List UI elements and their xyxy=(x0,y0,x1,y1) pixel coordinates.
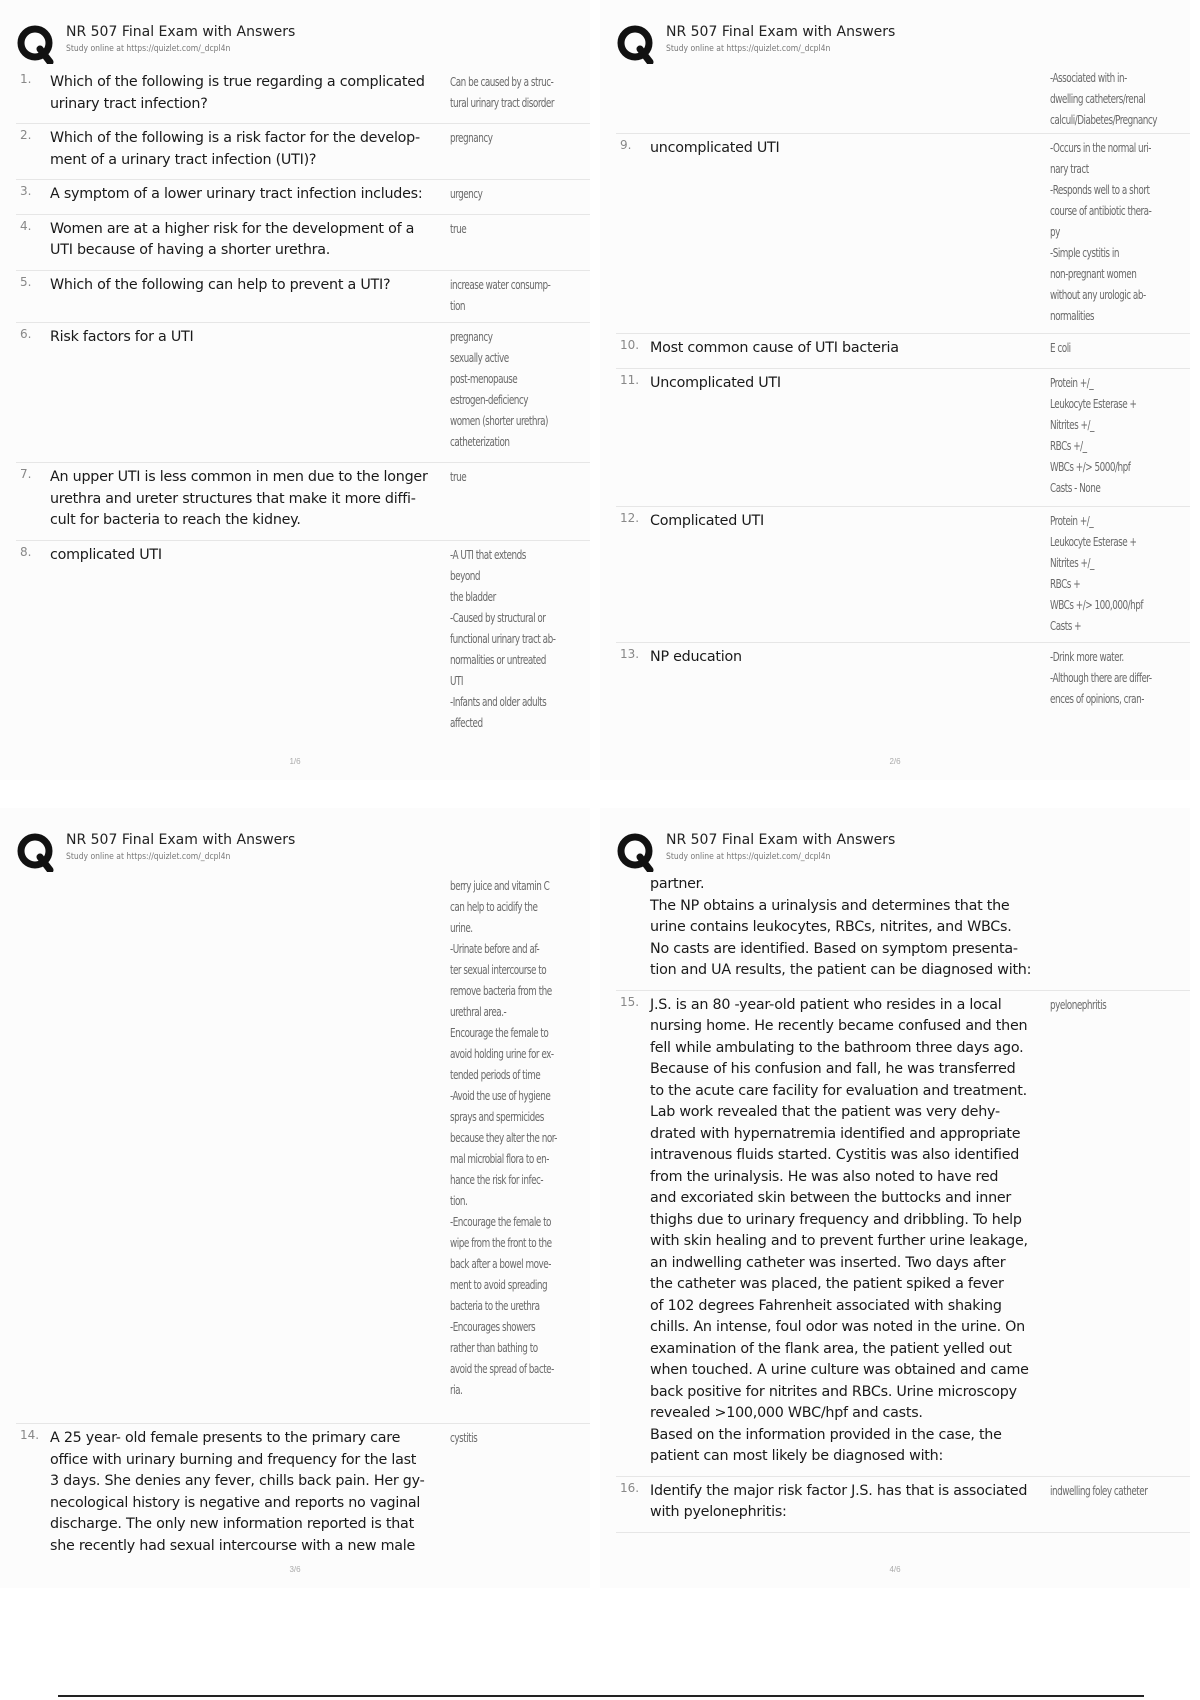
page-1 xyxy=(0,0,590,780)
quizlet-logo-icon xyxy=(616,832,656,872)
question-text: J.S. is an 80 -year-old patient who resides in a local nursing home. He recently became confused and then fell while ambulating to the bathroom three days ago. Because of his confusion and fall, he was transferred to the acute care facility for evaluation and treatment. Lab work revealed that the patient was very dehy- drated with hypernatremia identified and appropriate intravenous fluids started. Cystitis was also identified from the urinalysis. He was also noted to have red and excoriated skin between the buttocks and inner thighs due to urinary frequency and dribbling. To help with skin healing and to prevent further urine leakage, an indwelling catheter was inserted. Two days after the catheter was placed, the patient spiked a fever of 102 degrees Fahrenheit associated with shaking chills. An intense, foul odor was noted in the urine. On examination of the flank area, the patient yelled out when touched. A urine culture was obtained and came back positive for nitrites and RBCs. Urine microscopy revealed >100,000 WBC/hpf and casts. Based on the information provided in the case, the patient can most likely be diagnosed with: xyxy=(650,996,1029,1464)
question-number: 10. xyxy=(620,338,640,352)
qa-list xyxy=(616,870,1190,1533)
qa-row xyxy=(16,1424,590,1565)
question-text: complicated UTI xyxy=(50,546,162,563)
qa-list xyxy=(16,876,590,1565)
answer-text: urgency xyxy=(450,187,483,201)
question-text: Risk factors for a UTI xyxy=(50,329,194,345)
question-text: Which of the following is true regarding a complicated urinary tract infection? xyxy=(50,74,425,112)
doc-subtitle: Study online at https://quizlet.com/_dcpl4n xyxy=(666,44,831,54)
qa-row xyxy=(16,463,590,541)
answer-text: -Occurs in the normal uri- nary tract -Responds well to a short course of antibiotic thera- py -Simple cystitis in non-pregnant women without any urologic ab- normalities xyxy=(1050,141,1152,323)
answer-text: cystitis xyxy=(450,1431,478,1445)
qa-row xyxy=(616,507,1190,643)
qa-list xyxy=(616,68,1190,723)
question-text: uncomplicated UTI xyxy=(650,140,780,156)
answer-text: pyelonephritis xyxy=(1050,997,1107,1012)
answer-text: Protein +/_ Leukocyte Esterase + Nitrites +/_ RBCs +/_ WBCs +/> 5000/hpf Casts - None xyxy=(1050,375,1137,495)
question-text: A 25 year- old female presents to the primary care office with urinary burning and frequency for the last 3 days. She denies any fever, chills back pain. Her gy- necological history is negative and reports no vaginal discharge. The only new information reported is that she recently had sexual intercourse with a new male xyxy=(50,1430,425,1554)
question-number: 15. xyxy=(620,994,640,1009)
bottom-rule xyxy=(58,1695,1144,1697)
question-number: 8. xyxy=(20,544,32,559)
page-header xyxy=(616,20,1176,64)
doc-subtitle: Study online at https://quizlet.com/_dcpl4n xyxy=(666,852,831,862)
answer-text: increase water consump- tion xyxy=(450,277,551,313)
answer-continuation: -Associated with in- dwelling catheters/renal calculi/Diabetes/Pregnancy xyxy=(1050,71,1158,127)
doc-title: NR 507 Final Exam with Answers xyxy=(666,24,896,40)
question-text: Uncomplicated UTI xyxy=(650,374,781,391)
question-number: 14. xyxy=(20,1428,40,1442)
doc-subtitle: Study online at https://quizlet.com/_dcpl4n xyxy=(66,852,231,862)
question-number: 9. xyxy=(620,138,632,152)
question-number: 12. xyxy=(620,510,640,525)
question-text: Most common cause of UTI bacteria xyxy=(650,340,899,356)
page-number: 4/6 xyxy=(889,1565,901,1574)
qa-row xyxy=(616,134,1190,334)
qa-list xyxy=(16,68,590,730)
question-number: 4. xyxy=(20,218,32,233)
qa-row xyxy=(16,323,590,463)
question-number: 13. xyxy=(620,646,640,661)
qa-row-continued xyxy=(16,876,590,1424)
page-header xyxy=(616,828,1176,872)
qa-row xyxy=(16,124,590,180)
question-number: 16. xyxy=(620,1480,640,1495)
qa-row xyxy=(16,180,590,215)
page-header xyxy=(16,828,576,872)
qa-row xyxy=(616,334,1190,369)
page-4 xyxy=(600,808,1190,1588)
question-number: 2. xyxy=(20,128,32,142)
answer-text: Protein +/_ Leukocyte Esterase + Nitrites +/_ RBCs + WBCs +/> 100,000/hpf Casts + xyxy=(1050,513,1143,633)
page-header xyxy=(16,20,576,64)
quizlet-logo-icon xyxy=(16,24,56,64)
page-3 xyxy=(0,808,590,1588)
qa-row xyxy=(616,1477,1190,1533)
answer-text: E coli xyxy=(1050,341,1071,355)
qa-row xyxy=(616,643,1190,723)
qa-row-continued xyxy=(616,68,1190,134)
answer-text: pregnancy sexually active post-menopause estrogen-deficiency women (shorter urethra) catheterization xyxy=(450,330,549,449)
question-number: 1. xyxy=(20,72,32,86)
question-text: NP education xyxy=(650,648,742,665)
doc-title: NR 507 Final Exam with Answers xyxy=(666,832,896,848)
answer-continuation: berry juice and vitamin C can help to acidify the urine. -Urinate before and af- ter sexual intercourse to remove bacteria from the urethral area.- Encourage the female to avoid holding urine for ex- tended periods of time -Avoid the use of hygiene sprays and spermicides because they alter the nor- mal microbial flora to en- hance the risk for infec- tion. -Encourage the female to wipe from the front to the back after a bowel move- ment to avoid spreading bacteria to the urethra -Encourages showers rather than bathing to avoid the spread of bacte- ria. xyxy=(450,879,557,1397)
question-text: Identify the major risk factor J.S. has that is associated with pyelonephritis: xyxy=(650,1482,1028,1520)
answer-text: -Drink more water. -Although there are differ- ences of opinions, cran- xyxy=(1050,649,1152,706)
question-continuation: partner. The NP obtains a urinalysis and determines that the urine contains leukocytes, RBCs, nitrites, and WBCs. No casts are identified. Based on symptom presenta- tion and UA results, the patient can be diagnosed with: xyxy=(650,876,1032,978)
qa-row xyxy=(616,991,1190,1477)
question-text: Which of the following is a risk factor for the develop- ment of a urinary tract infection (UTI)? xyxy=(50,130,420,168)
page-2 xyxy=(600,0,1190,780)
question-text: Complicated UTI xyxy=(650,512,764,529)
qa-row xyxy=(16,541,590,730)
page-number: 2/6 xyxy=(889,757,901,766)
qa-row xyxy=(16,215,590,271)
doc-subtitle: Study online at https://quizlet.com/_dcpl4n xyxy=(66,44,231,54)
doc-title: NR 507 Final Exam with Answers xyxy=(66,832,296,848)
answer-text: Can be caused by a struc- tural urinary tract disorder xyxy=(450,75,555,110)
quizlet-logo-icon xyxy=(616,24,656,64)
question-number: 5. xyxy=(20,274,32,289)
question-text: A symptom of a lower urinary tract infection includes: xyxy=(50,186,423,202)
qa-row-continued xyxy=(616,870,1190,991)
answer-text: pregnancy xyxy=(450,131,493,145)
question-text: Women are at a higher risk for the development of a UTI because of having a shorter urethra. xyxy=(50,220,415,258)
question-text: An upper UTI is less common in men due to the longer urethra and ureter structures that make it more diffi- cult for bacteria to reach the kidney. xyxy=(50,469,428,528)
page-number: 3/6 xyxy=(289,1565,301,1574)
question-number: 11. xyxy=(620,372,640,387)
doc-title: NR 507 Final Exam with Answers xyxy=(66,24,296,40)
question-number: 3. xyxy=(20,184,32,198)
answer-text: -A UTI that extends beyond the bladder -Caused by structural or functional urinary tract ab- normalities or untreated UTI -Infants and older adults affected xyxy=(450,547,556,730)
question-number: 7. xyxy=(20,467,32,481)
page-number: 1/6 xyxy=(289,757,301,766)
answer-text: true xyxy=(450,221,467,236)
question-number: 6. xyxy=(20,327,32,341)
qa-row xyxy=(616,369,1190,507)
answer-text: true xyxy=(450,470,467,484)
qa-row xyxy=(16,271,590,324)
quizlet-logo-icon xyxy=(16,832,56,872)
question-text: Which of the following can help to prevent a UTI? xyxy=(50,276,391,293)
qa-row xyxy=(16,68,590,124)
answer-text: indwelling foley catheter xyxy=(1050,1483,1148,1498)
